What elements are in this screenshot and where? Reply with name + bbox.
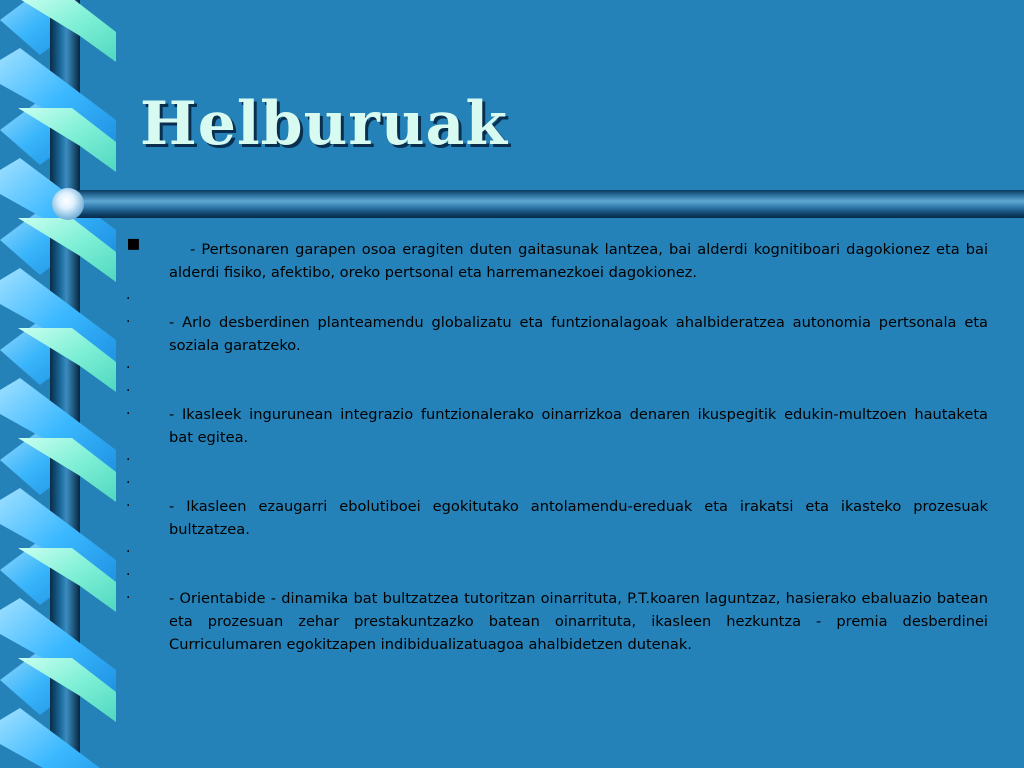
bullet-marker: ·	[126, 291, 131, 307]
bullet-marker: ▪	[126, 231, 141, 256]
bullet-marker: ·	[126, 475, 131, 491]
empty-bullet-item	[126, 541, 988, 564]
empty-bullet-item	[126, 472, 988, 495]
bullet-text: - Ikasleek ingurunean integrazio funtzionalerako oinarrizkoa denaren ikuspegitik edukin-multzoen hautaketa bat egitea.	[169, 406, 988, 446]
bullet-text	[169, 449, 988, 472]
bullet-text	[169, 357, 988, 380]
bullet-marker: ·	[126, 590, 131, 606]
bullet-marker: ·	[126, 567, 131, 583]
empty-bullet-item	[126, 357, 988, 380]
bullet-marker: ·	[126, 360, 131, 376]
bullet-item	[126, 495, 988, 541]
bullet-text: - Pertsonaren garapen osoa eragiten duten gaitasunak lantzea, bai alderdi kognitiboari dagokionez eta bai alderdi fisiko, afektibo, oreko pertsonal eta harremanezkoei dagokionez.	[169, 241, 988, 281]
empty-bullet-item	[126, 380, 988, 403]
empty-bullet-item	[126, 564, 988, 587]
bullet-item	[126, 403, 988, 449]
divider-knob	[52, 188, 84, 220]
title-divider	[66, 190, 1024, 218]
bullet-item	[126, 311, 988, 357]
bullet-text	[169, 288, 988, 311]
bullet-marker: ·	[126, 314, 131, 330]
empty-bullet-item	[126, 449, 988, 472]
slide-title: Helburuak	[140, 89, 508, 159]
bullet-list	[126, 231, 988, 656]
bullet-text: - Arlo desberdinen planteamendu globalizatu eta funtzionalagoak ahalbideratzea autonomia pertsonala eta soziala garatzeko.	[169, 314, 988, 354]
bullet-marker: ·	[126, 498, 131, 514]
bullet-marker: ·	[126, 406, 131, 422]
bullet-marker: ·	[126, 383, 131, 399]
bullet-text: - Orientabide - dinamika bat bultzatzea tutoritzan oinarrituta, P.T.koaren laguntzaz, hasierako ebaluazio batean eta prozesuan zehar prestakuntzazko batean oinarrituta, ikasleen hezkuntza - premia desberdinei Curriculumaren egokitzapen indibidualizatuagoa ahalbidetzen dutenak.	[169, 590, 988, 653]
bullet-text	[169, 541, 988, 564]
decorative-ribbon	[0, 0, 118, 768]
bullet-marker: ·	[126, 452, 131, 468]
bullet-item	[126, 587, 988, 656]
bullet-marker: ·	[126, 544, 131, 560]
bullet-text: - Ikasleen ezaugarri ebolutiboei egokitutako antolamendu-ereduak eta irakatsi eta ikasteko prozesuak bultzatzea.	[169, 498, 988, 538]
bullet-item	[126, 231, 988, 284]
bullet-text	[169, 472, 988, 495]
bullet-text	[169, 380, 988, 403]
empty-bullet-item	[126, 288, 988, 311]
bullet-text	[169, 564, 988, 587]
